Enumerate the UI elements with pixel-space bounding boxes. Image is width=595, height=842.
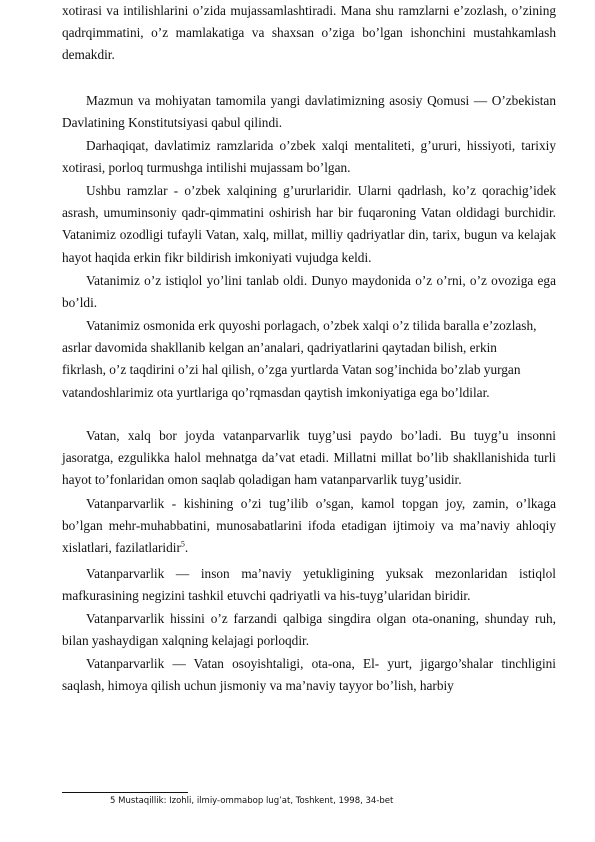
paragraph: Vatanimiz osmonida erk quyoshi porlagach, o’zbek xalqi o’z tilida baralla e’zozlash, asrlar davomida shakllanib kelgan an’analari, qadriyatlarini qaytadan bilish, erkin fikrlash, o’z taqdirini o’zi hal qilish, o’zga yurtlarda Vatan sog’inchida bo’zlab yurgan vatandoshlarimiz ota yurtlariga qo’rqmasdan qaytish imkoniyatiga ega bo’ldilar. <box>62 318 537 400</box>
paragraph-text: Vatanparvarlik - kishining o’zi tug’ilib o’sgan, kamol topgan joy, zamin, o’lkaga bo’lgan mehr-muhabbatini, munosabatlarini ifoda etadigan ijtimoiy va ma’naviy ahloqiy xislatlari, fazilatlaridir <box>62 496 556 556</box>
paragraph: Vatan, xalq bor joyda vatanparvarlik tuyg’usi paydo bo’ladi. Bu tuyg’u insonni jasoratga, ezgulikka halol mehnatga da’vat etadi. Millatni millat bo’lib shakllanishida turli hayot to’fonlaridan omon saqlab qoladigan ham vatanparvarlik tuyg’usidir. <box>62 428 556 488</box>
footnote-separator <box>62 792 188 793</box>
footnote: 5 Mustaqillik: Izohli, ilmiy-ommabop lug’at, Toshkent, 1998, 34-bet <box>110 796 394 806</box>
footnote-reference: 5 <box>180 539 185 549</box>
paragraph: Vatanparvarlik — Vatan osoyishtaligi, ota-ona, El- yurt, jigargo’shalar tinchligini saqlash, himoya qilish uchun jismoniy va ma’naviy tayyor bo’lish, harbiy <box>62 656 556 694</box>
paragraph: Vatanparvarlik hissini o’z farzandi qalbiga singdira olgan ota-onaning, shunday ruh, bilan yashaydigan xalqning kelajagi porloqdir. <box>62 611 556 649</box>
paragraph <box>62 493 556 560</box>
paragraph-end-period: . <box>184 540 189 556</box>
paragraph: Vatanparvarlik — inson ma’naviy yetukligining yuksak mezonlaridan istiqlol mafkurasining negizini tashkil etuvchi qadriyatli va his-tuyg’ulаridan biridir. <box>62 566 556 604</box>
paragraph: Vatanimiz o’z istiqlol yo’lini tanlab oldi. Dunyo maydonida o’z o’rni, o’z ovoziga ega bo’ldi. <box>62 273 556 311</box>
paragraph: Ushbu ramzlar - o’zbek xalqining g’ururlaridir. Ularni qadrlash, ko’z qorachig’idek asrash, umuminsoniy qadr-qimmatini oshirish har bir fuqaroning Vatan oldidagi burchidir. Vatanimiz ozodligi tufayli Vatan, xalq, millat, milliy qadriyatlar din, tarix, bugun va kelajak hayot haqida erkin fikr bildirish imkoniyati vujudga keldi. <box>62 183 556 265</box>
paragraph: xotirasi va intilishlarini o’zida mujassamlashtiradi. Mana shu ramzlarni e’zozlash, o’zining qadrqimmatini, o’z mamlakatiga va shaxsan o’ziga bo’lgan ishonchini mustahkamlash demakdir. <box>62 3 556 63</box>
paragraph: Darhaqiqat, davlatimiz ramzlarida o’zbek xalqi mentaliteti, g’ururi, hissiyoti, tarixiy xotirasi, porloq turmushga intilishi mujassam bo’lgan. <box>62 138 556 176</box>
paragraph: Mazmun va mohiyatan tamomila yangi davlatimizning asosiy Qomusi — O’zbekistan Davlatining Konstitutsiyasi qabul qilindi. <box>62 93 556 131</box>
